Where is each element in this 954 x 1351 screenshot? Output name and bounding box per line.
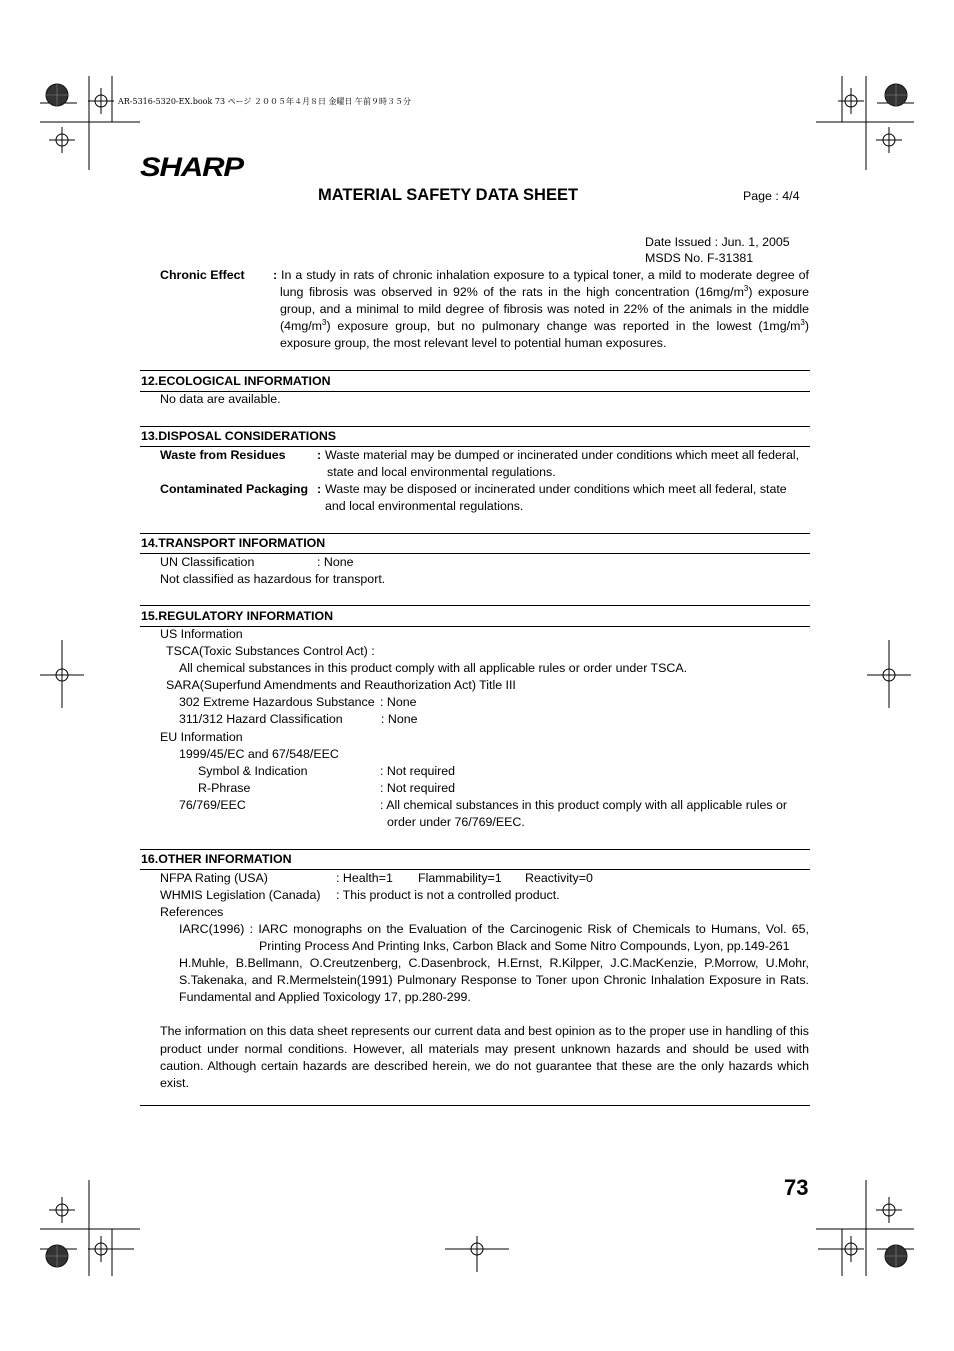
waste-residues-colon: : xyxy=(317,448,322,462)
tsca-text: All chemical substances in this product comply with all applicable rules or order under TSCA. xyxy=(179,661,688,675)
un-classification-label: UN Classification xyxy=(160,555,255,569)
page-number: 73 xyxy=(784,1175,809,1200)
section-16-heading: 16.OTHER INFORMATION xyxy=(141,852,292,866)
r-phrase-value: : Not required xyxy=(380,781,456,795)
section-12-heading: 12.ECOLOGICAL INFORMATION xyxy=(141,374,331,388)
sara-label: SARA(Superfund Amendments and Reauthorization Act) Title III xyxy=(166,678,516,692)
r-phrase-label: R-Phrase xyxy=(198,781,251,795)
eec-76-769-line-1: : All chemical substances in this product comply with all applicable rules or xyxy=(380,798,788,812)
msds-number: MSDS No. F-31381 xyxy=(645,251,754,265)
whmis-value: : This product is not a controlled product. xyxy=(336,888,560,902)
book-info-line: AR-5316-5320-EX.book 73 ページ ２００５年４月８日 金曜日 午前９時３５分 xyxy=(118,97,412,106)
references-label: References xyxy=(160,905,224,919)
waste-residues-label: Waste from Residues xyxy=(160,448,286,462)
symbol-indication-value: : Not required xyxy=(380,764,456,778)
iarc-reference-line-2: Printing Process And Printing Inks, Carbon Black and Some Nitro Compounds, Lyon, pp.149-261 xyxy=(259,939,790,953)
ecological-text: No data are available. xyxy=(160,392,281,406)
nfpa-flammability: Flammability=1 xyxy=(418,871,502,885)
section-13-heading: 13.DISPOSAL CONSIDERATIONS xyxy=(141,429,337,443)
section-15-rule-top xyxy=(140,605,810,606)
date-issued: Date Issued : Jun. 1, 2005 xyxy=(645,235,790,249)
sara-302-label: 302 Extreme Hazardous Substance xyxy=(179,695,375,709)
section-12-rule-top xyxy=(140,370,810,371)
nfpa-reactivity: Reactivity=0 xyxy=(525,871,593,885)
contaminated-packaging-colon: : xyxy=(317,482,322,496)
document-end-rule xyxy=(140,1105,810,1106)
muhle-reference-line-3: Fundamental and Applied Toxicology 17, pp.280-299. xyxy=(179,990,471,1004)
symbol-indication-label: Symbol & Indication xyxy=(198,764,308,778)
section-14-heading: 14.TRANSPORT INFORMATION xyxy=(141,536,326,550)
section-16-rule-top xyxy=(140,849,810,850)
muhle-reference-line-2: S.Takenaka, and R.Mermelstein(1991) Pulmonary Response to Toner upon Chronic Inhalation Exposure in Rats. xyxy=(179,973,809,987)
waste-residues-line-1: Waste material may be dumped or incinerated under conditions which meet all federal, xyxy=(325,448,800,462)
chronic-effect-colon: : xyxy=(273,268,278,282)
muhle-reference-line-1: H.Muhle, B.Bellmann, O.Creutzenberg, C.Dasenbrock, H.Ernst, R.Kilpper, J.C.MacKenzie, P.Morrow, U.Mohr, xyxy=(179,956,809,970)
nfpa-label: NFPA Rating (USA) xyxy=(160,871,268,885)
eu-information: EU Information xyxy=(160,730,243,744)
sara-311-label: 311/312 Hazard Classification xyxy=(179,712,343,726)
waste-residues-line-2: state and local environmental regulations. xyxy=(327,465,556,479)
chronic-effect-label: Chronic Effect xyxy=(160,268,245,282)
un-classification-value: : None xyxy=(317,555,354,569)
eec-76-769-label: 76/769/EEC xyxy=(179,798,246,812)
whmis-label: WHMIS Legislation (Canada) xyxy=(160,888,321,902)
sara-302-value: : None xyxy=(380,695,417,709)
contaminated-packaging-line-2: and local environmental regulations. xyxy=(325,499,524,513)
us-information: US Information xyxy=(160,627,243,641)
sharp-logo: SHARP xyxy=(140,152,243,182)
iarc-reference-line-1: IARC(1996) : IARC monographs on the Evaluation of the Carcinogenic Risk of Chemicals to Humans, Vol. 65, xyxy=(179,922,809,936)
page-indicator: Page : 4/4 xyxy=(743,189,800,203)
transport-note: Not classified as hazardous for transport. xyxy=(160,572,386,586)
eu-directive: 1999/45/EC and 67/548/EEC xyxy=(179,747,339,761)
contaminated-packaging-label: Contaminated Packaging xyxy=(160,482,309,496)
section-15-heading: 15.REGULATORY INFORMATION xyxy=(141,609,334,623)
eec-76-769-line-2: order under 76/769/EEC. xyxy=(387,815,525,829)
sara-311-value: : None xyxy=(381,712,418,726)
section-14-rule-top xyxy=(140,533,810,534)
section-13-rule-top xyxy=(140,426,810,427)
contaminated-packaging-line-1: Waste may be disposed or incinerated under conditions which meet all federal, state xyxy=(325,482,787,496)
nfpa-health: : Health=1 xyxy=(336,871,393,885)
document-title: MATERIAL SAFETY DATA SHEET xyxy=(318,186,579,204)
tsca-label: TSCA(Toxic Substances Control Act) : xyxy=(166,644,375,658)
